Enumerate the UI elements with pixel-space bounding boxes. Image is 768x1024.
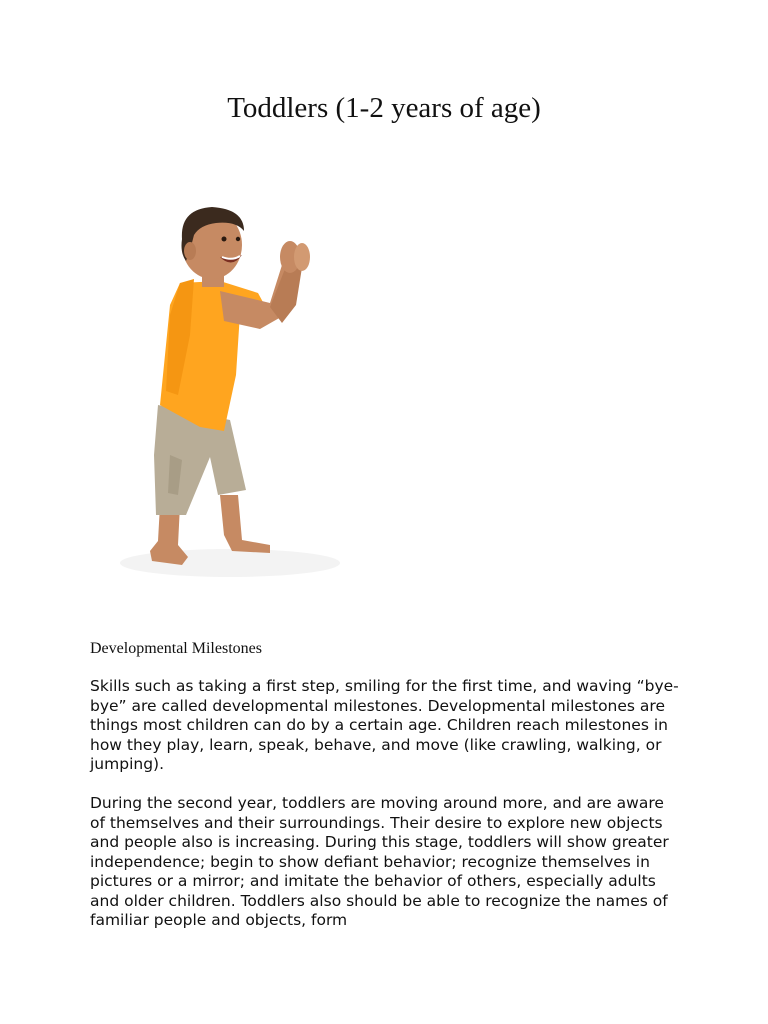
page-title: Toddlers (1-2 years of age) <box>227 92 541 124</box>
paragraph-milestones: Skills such as taking a first step, smiling for the first time, and waving “bye-bye” are called developmental milestones. Developmental milestones are things most children can do by a certain age. Children reach milestones in how they play, learn, speak, behave, and move (like crawling, walking, or jumping). <box>90 677 679 773</box>
toddler-photo <box>120 195 390 595</box>
paragraph-second-year: During the second year, toddlers are moving around more, and are aware of themselves and their surroundings. Their desire to explore new objects and people also is increasing. During this stage, toddlers will show greater independence; begin to show defiant behavior; recognize themselves in pictures or a mirror; and imitate the behavior of others, especially adults and older children. Toddlers also should be able to recognize the names of familiar people and objects, form <box>90 794 669 929</box>
section-heading: Developmental Milestones <box>90 640 262 657</box>
